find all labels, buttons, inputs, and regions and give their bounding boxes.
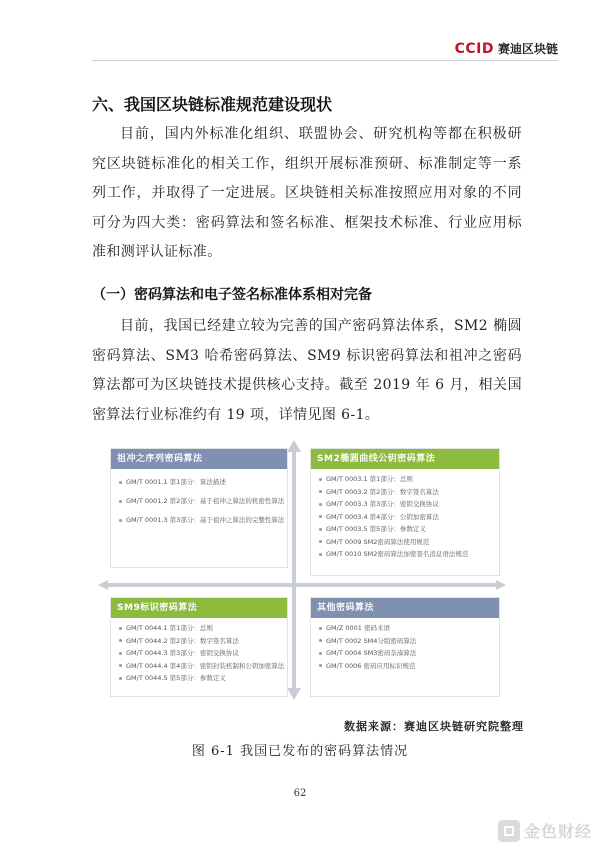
section-title: 六、我国区块链标准规范建设现状 [92,95,333,114]
list-item: GM/T 0044.1 第1部分：总则 [119,622,287,635]
list-item: GM/T 0003.2 第2部分：数字签名算法 [319,486,499,499]
paragraph-crypto: 目前，我国已经建立较为完善的国产密码算法体系，SM2 椭圆密码算法、SM3 哈希密码算法、SM9 标识密码算法和祖冲之密码算法都可为区块链技术提供核心支持。截至 2019 年 6 月，相关国密算法行业标准约有 19 项，详情见图 6-1。 [92,318,522,423]
bullet-icon [119,481,122,484]
figure-caption: 图 6-1 我国已发布的密码算法情况 [191,744,409,759]
bullet-icon [319,503,322,506]
figure-source: 数据来源：赛迪区块链研究院整理 [344,720,524,733]
standards-list [311,469,499,561]
list-item: GM/T 0044.3 第3部分：密钥交换协议 [119,647,287,660]
quadrant-zuc [110,448,288,568]
figure-crypto-standards [98,440,508,710]
list-item: GM/T 0003.3 第3部分：密钥交换协议 [319,498,499,511]
header-rule [92,60,558,61]
bullet-icon [119,664,122,667]
list-item: GM/T 0003.5 第5部分：参数定义 [319,523,499,536]
list-item: GM/T 0004 SM3密码杂凑算法 [319,647,499,660]
list-item: GM/T 0044.4 第4部分：密钥封装机制和公钥加密算法 [119,660,287,673]
bullet-icon [119,519,122,522]
list-item: GM/T 0009 SM2密码算法使用规范 [319,536,499,549]
list-item: GM/T 0001.3 第3部分：基于祖冲之算法的完整性算法 [119,511,287,530]
standards-list [111,469,287,530]
list-item: GM/T 0006 密码应用标识规范 [319,660,499,673]
bullet-icon [319,639,322,642]
list-item: GM/T 0002 SM4分组密码算法 [319,635,499,648]
quadrant-sm9 [110,597,288,697]
standards-list [111,618,287,685]
brand-ccid: CCID [454,41,494,57]
bullet-icon [119,677,122,680]
quadrant-title: SM9标识密码算法 [111,598,287,618]
list-item: GM/T 0003.1 第1部分：总则 [319,473,499,486]
list-item: GM/T 0010 SM2密码算法加密签名消息语法规范 [319,548,499,561]
bullet-icon [319,478,322,481]
bullet-icon [319,553,322,556]
list-item: GM/T 0044.5 第5部分：参数定义 [119,672,287,685]
header-brand [455,40,558,57]
bullet-icon [119,627,122,630]
bullet-icon [319,528,322,531]
paragraph-intro: 目前，国内外标准化组织、联盟协会、研究机构等都在积极研究区块链标准化的相关工作，组织开展标准预研、标准制定等一系列工作，并取得了一定进展。区块链相关标准按照应用对象的不同可分为四大类：密码算法和签名标准、框架技术标准、行业应用标准和测评认证标准。 [92,126,522,260]
bullet-icon [319,540,322,543]
quadrant-other [310,597,500,697]
bullet-icon [319,652,322,655]
horizontal-arrow-icon [98,580,506,590]
watermark-text: 金色财经 [523,822,592,841]
standards-list [311,618,499,672]
list-item: GM/T 0044.2 第2部分：数字签名算法 [119,635,287,648]
bullet-icon [119,500,122,503]
list-item: GM/Z 0001 密码术语 [319,622,499,635]
bullet-icon [119,652,122,655]
quadrant-title: 其他密码算法 [311,598,499,618]
square-logo-icon [498,820,520,842]
quadrant-sm2 [310,448,500,576]
list-item: GM/T 0001.1 第1部分：算法描述 [119,473,287,492]
brand-name: 赛迪区块链 [497,42,558,56]
bullet-icon [119,639,122,642]
bullet-icon [319,664,322,667]
list-item: GM/T 0003.4 第4部分：公钥加密算法 [319,511,499,524]
page-number: 62 [293,788,307,799]
watermark [498,819,592,842]
bullet-icon [319,627,322,630]
quadrant-title: SM2椭圆曲线公钥密码算法 [311,449,499,469]
subsection-title: （一）密码算法和电子签名标准体系相对完备 [92,287,372,303]
bullet-icon [319,515,322,518]
bullet-icon [319,490,322,493]
quadrant-title: 祖冲之序列密码算法 [111,449,287,469]
vertical-arrow-icon [287,440,301,700]
list-item: GM/T 0001.2 第2部分：基于祖冲之算法的机密性算法 [119,492,287,511]
